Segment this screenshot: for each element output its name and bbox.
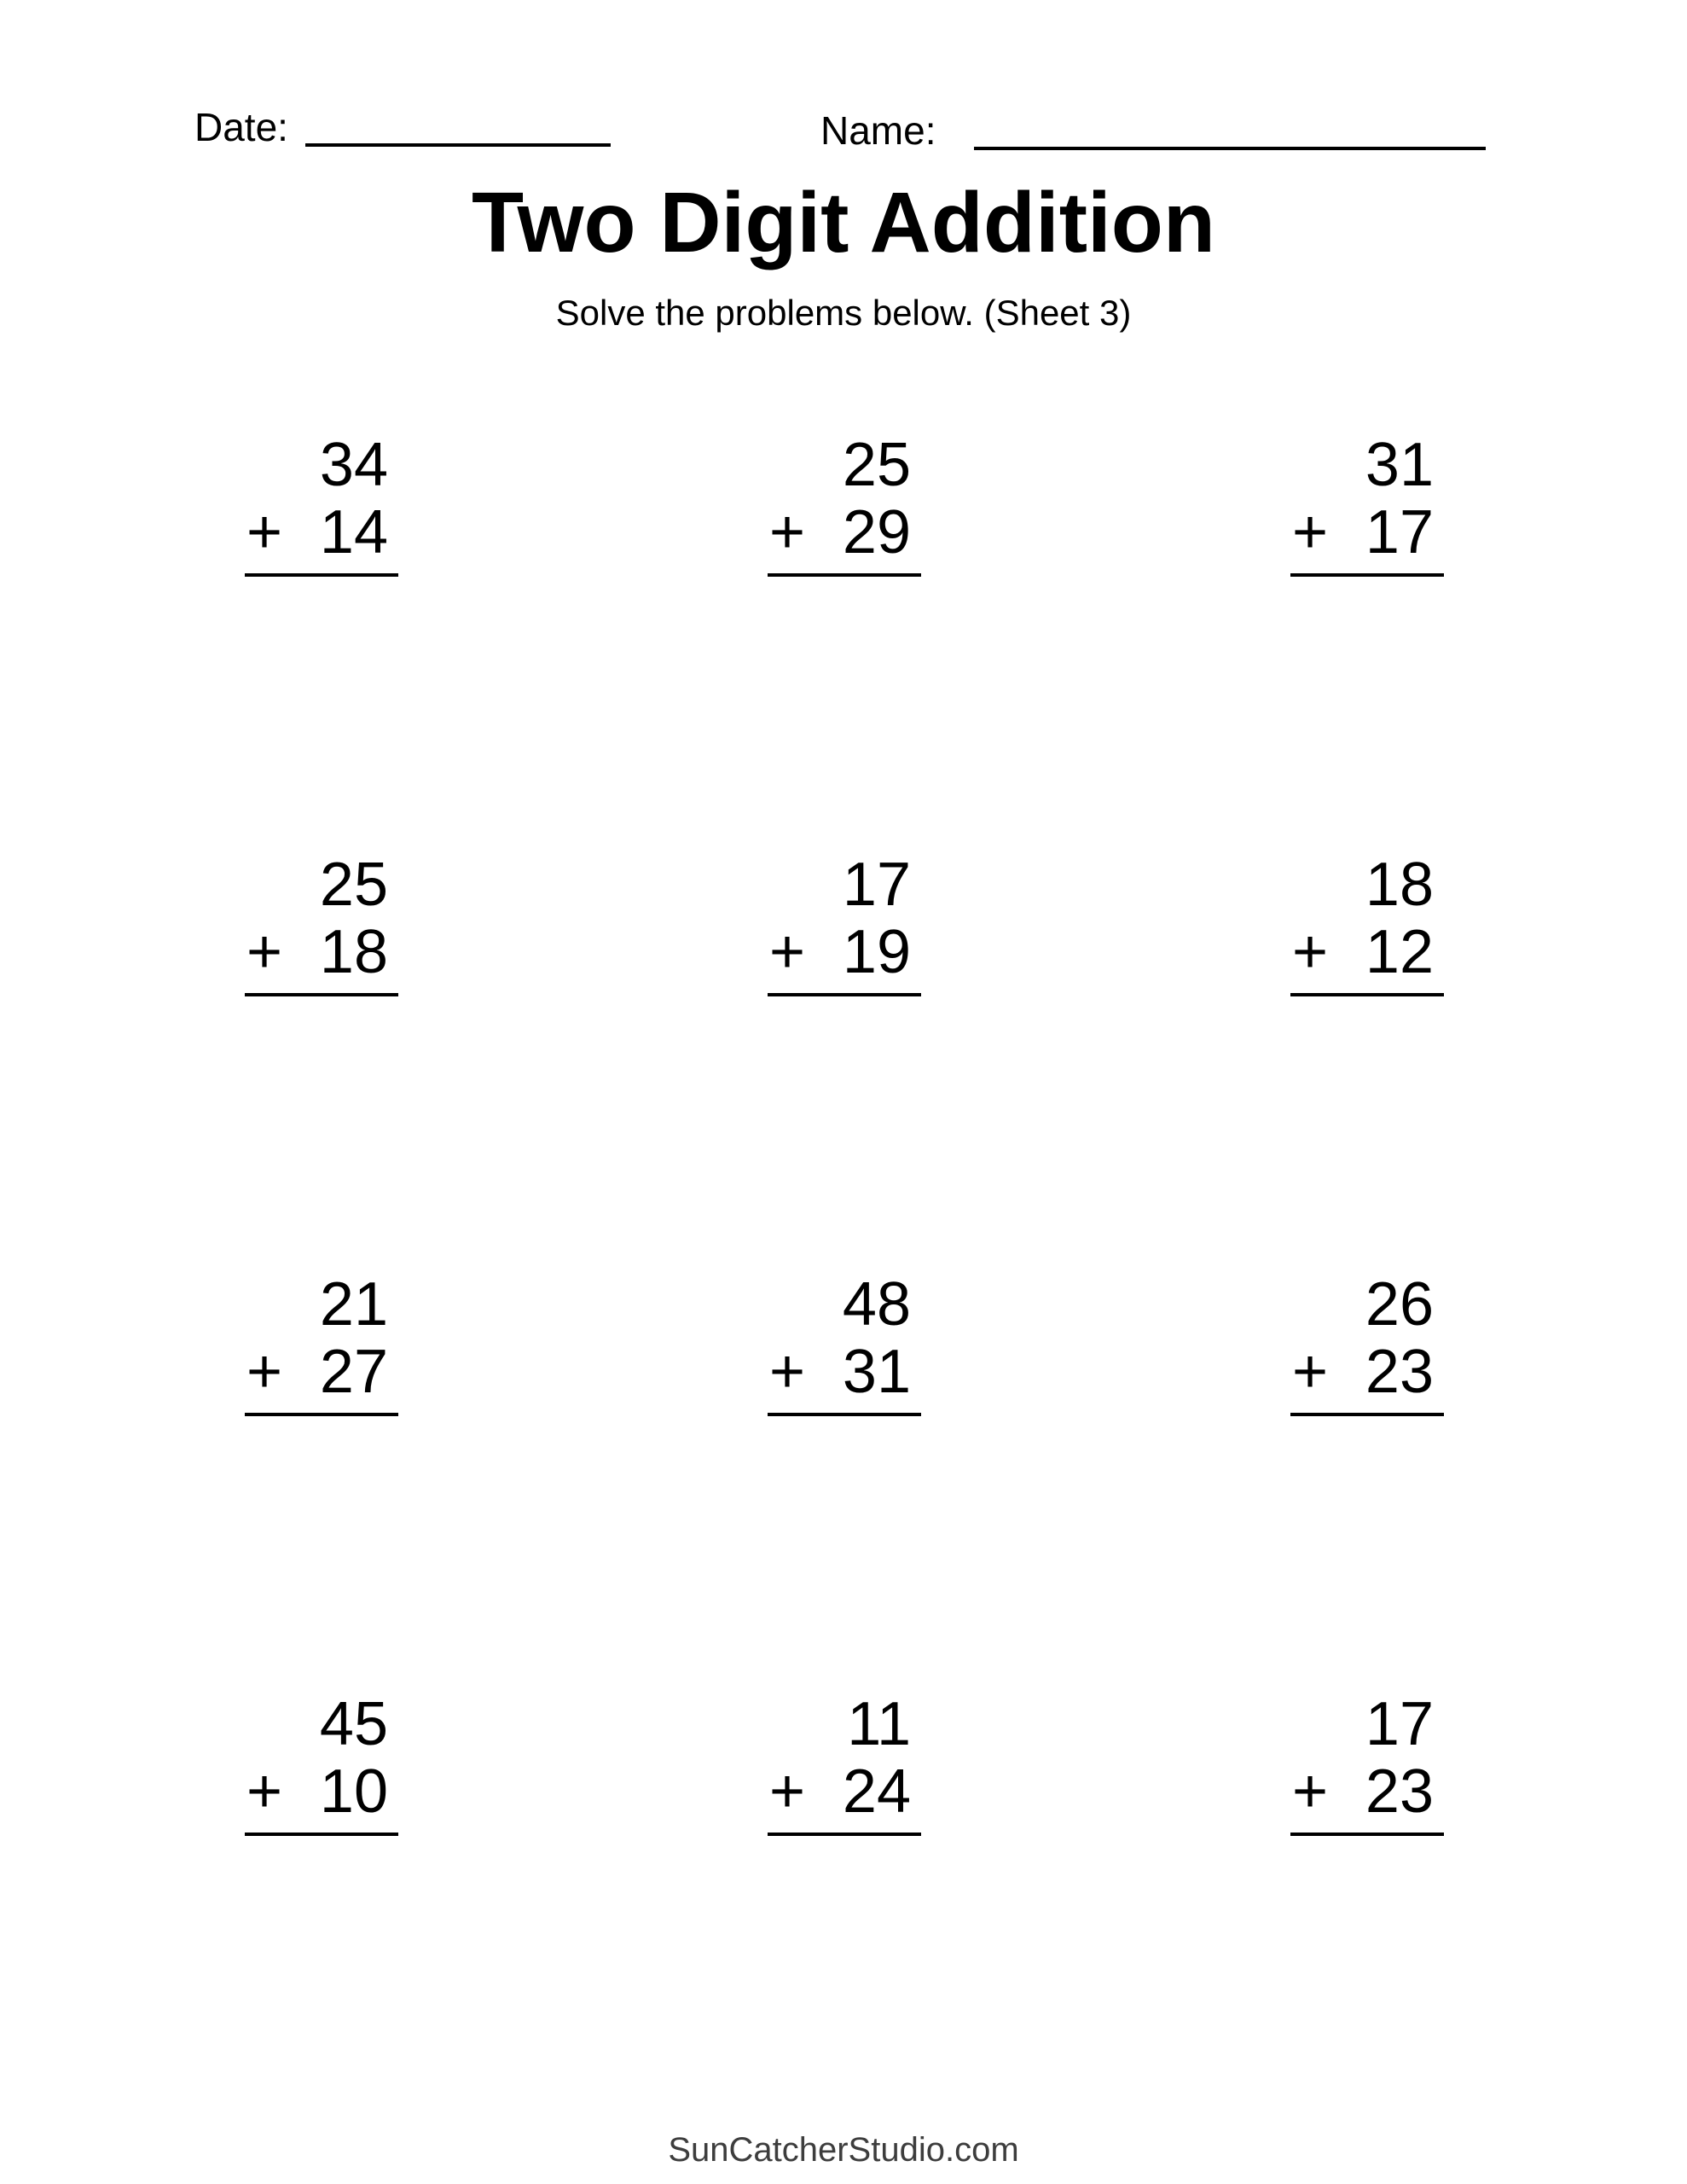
addend-row xyxy=(245,499,398,566)
plus-operator: + xyxy=(246,918,283,987)
plus-operator: + xyxy=(1292,918,1329,987)
answer-line xyxy=(1290,1833,1444,1836)
answer-line xyxy=(768,1833,921,1836)
addend-row xyxy=(1290,1339,1444,1406)
addend-row xyxy=(1290,1758,1444,1826)
date-fill-line xyxy=(305,143,611,147)
answer-line xyxy=(245,1833,398,1836)
answer-line xyxy=(768,993,921,996)
bottom-addend: 14 xyxy=(319,498,388,567)
name-fill-line xyxy=(974,147,1486,150)
addend-row xyxy=(768,499,921,566)
bottom-addend: 17 xyxy=(1365,498,1434,567)
top-addend: 31 xyxy=(1365,431,1434,499)
bottom-addend: 23 xyxy=(1365,1338,1434,1407)
date-label: Date: xyxy=(194,105,288,149)
answer-line xyxy=(245,1413,398,1416)
answer-line xyxy=(768,1413,921,1416)
addend-row xyxy=(1290,499,1444,566)
answer-line xyxy=(768,573,921,577)
addition-problem xyxy=(1290,432,1444,577)
bottom-addend: 31 xyxy=(842,1338,911,1407)
worksheet-subtitle: Solve the problems below. (Sheet 3) xyxy=(555,293,1132,333)
top-addend: 45 xyxy=(319,1690,388,1758)
addend-row xyxy=(245,1758,398,1826)
footer-site-text: SunCatcherStudio.com xyxy=(668,2131,1019,2169)
bottom-addend: 19 xyxy=(842,918,911,987)
name-label: Name: xyxy=(820,108,936,153)
addition-problem xyxy=(245,432,398,577)
top-addend: 21 xyxy=(319,1270,388,1339)
plus-operator: + xyxy=(769,1757,806,1827)
bottom-addend: 27 xyxy=(319,1338,388,1407)
bottom-addend: 12 xyxy=(1365,918,1434,987)
plus-operator: + xyxy=(1292,1338,1329,1407)
addend-row xyxy=(768,1339,921,1406)
addend-row xyxy=(245,919,398,986)
addition-problem xyxy=(768,432,921,577)
top-addend: 48 xyxy=(842,1270,911,1339)
answer-line xyxy=(1290,573,1444,577)
bottom-addend: 29 xyxy=(842,498,911,567)
plus-operator: + xyxy=(246,1757,283,1827)
plus-operator: + xyxy=(246,1338,283,1407)
plus-operator: + xyxy=(769,918,806,987)
plus-operator: + xyxy=(246,498,283,567)
plus-operator: + xyxy=(1292,1757,1329,1827)
answer-line xyxy=(245,573,398,577)
addend-row xyxy=(768,919,921,986)
addition-problem xyxy=(1290,1691,1444,1836)
top-addend: 17 xyxy=(1365,1690,1434,1758)
plus-operator: + xyxy=(1292,498,1329,567)
bottom-addend: 18 xyxy=(319,918,388,987)
addition-problem xyxy=(768,1271,921,1416)
bottom-addend: 10 xyxy=(319,1757,388,1827)
top-addend: 26 xyxy=(1365,1270,1434,1339)
addend-row xyxy=(768,1758,921,1826)
answer-line xyxy=(1290,1413,1444,1416)
addition-problem xyxy=(768,851,921,996)
addition-problem xyxy=(1290,1271,1444,1416)
addition-problem xyxy=(245,1691,398,1836)
answer-line xyxy=(245,993,398,996)
problems-grid xyxy=(245,432,1444,2111)
plus-operator: + xyxy=(769,1338,806,1407)
worksheet-title: Two Digit Addition xyxy=(472,175,1215,270)
bottom-addend: 23 xyxy=(1365,1757,1434,1827)
top-addend: 25 xyxy=(842,431,911,499)
addition-problem xyxy=(1290,851,1444,996)
top-addend: 34 xyxy=(319,431,388,499)
answer-line xyxy=(1290,993,1444,996)
top-addend: 25 xyxy=(319,851,388,919)
plus-operator: + xyxy=(769,498,806,567)
top-addend: 17 xyxy=(842,851,911,919)
addend-row xyxy=(1290,919,1444,986)
bottom-addend: 24 xyxy=(842,1757,911,1827)
addition-problem xyxy=(245,851,398,996)
top-addend: 11 xyxy=(847,1690,911,1758)
addition-problem xyxy=(768,1691,921,1836)
addition-problem xyxy=(245,1271,398,1416)
top-addend: 18 xyxy=(1365,851,1434,919)
addend-row xyxy=(245,1339,398,1406)
